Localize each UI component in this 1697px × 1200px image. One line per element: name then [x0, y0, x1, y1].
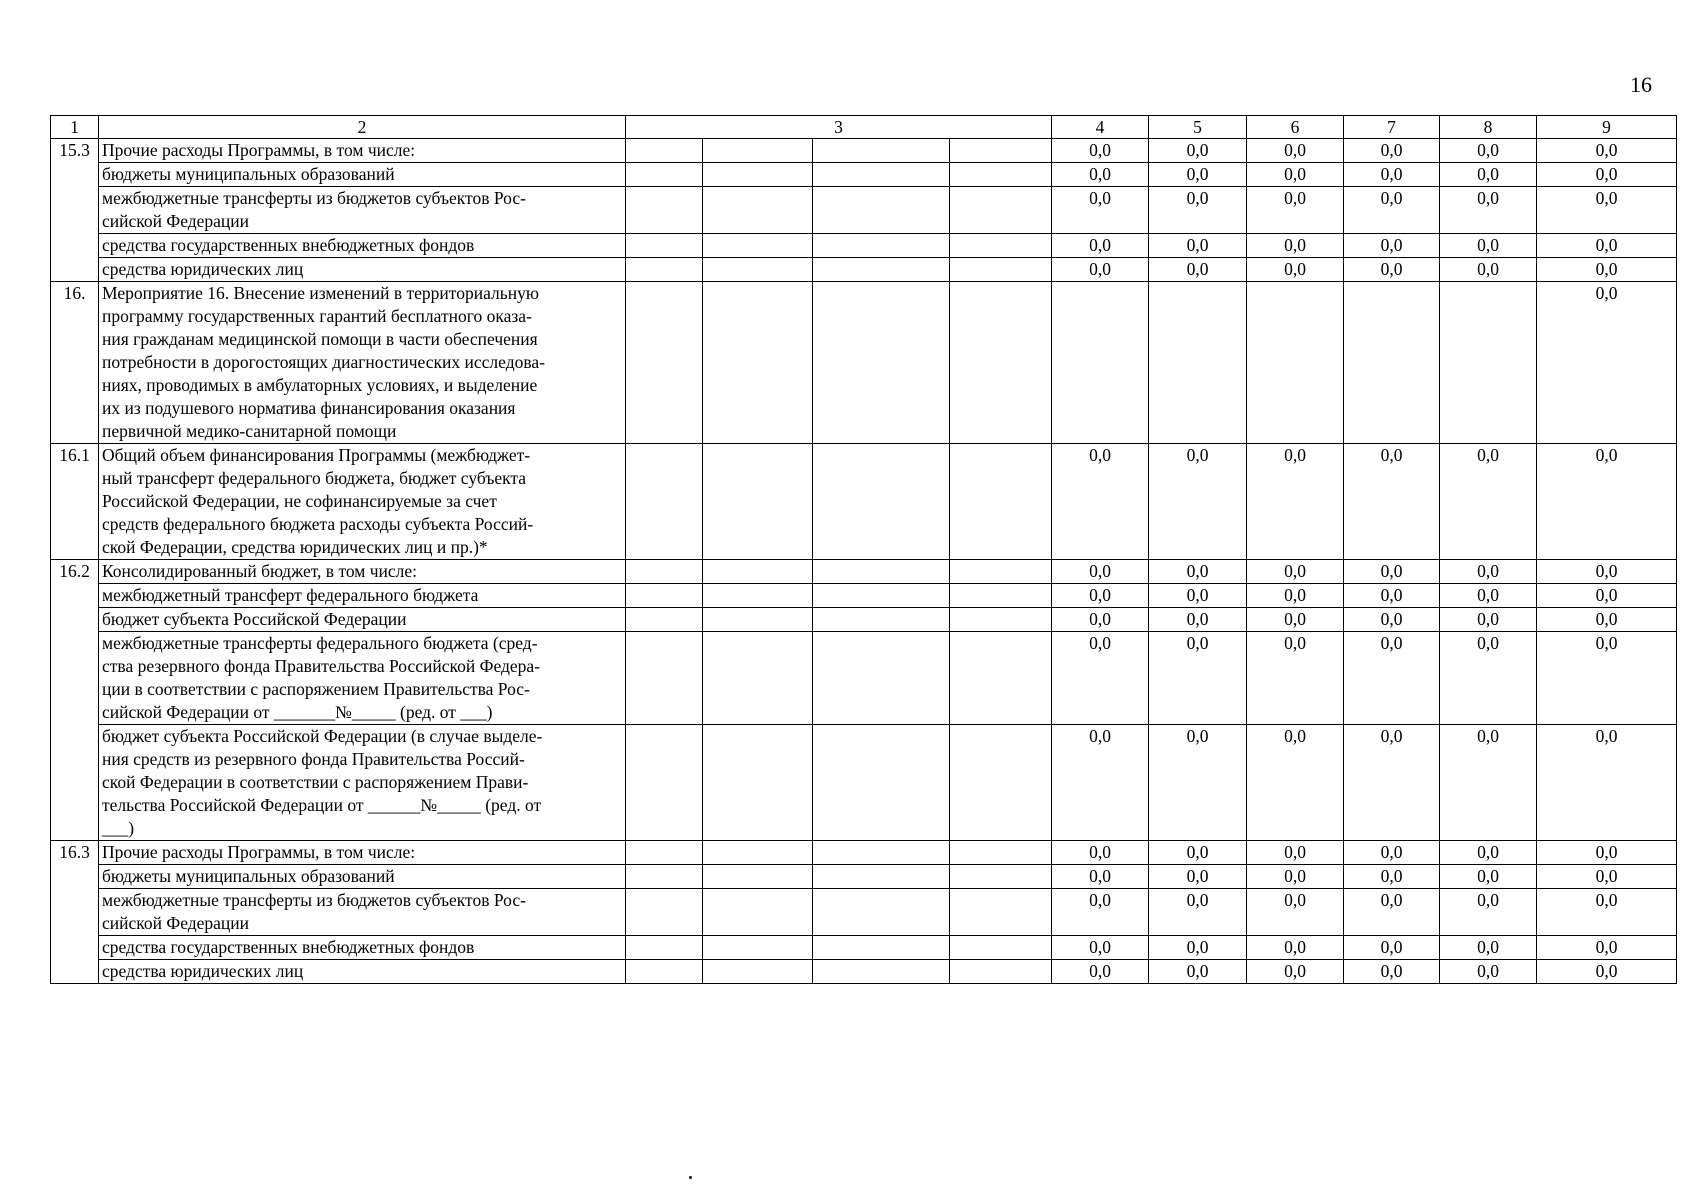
value-cell-col-4: 0,0 [1052, 865, 1149, 889]
value-cell-col-9: 0,0 [1537, 258, 1677, 282]
value-cell-col-7: 0,0 [1344, 187, 1440, 234]
value-cell-col-8 [1440, 282, 1537, 444]
empty-subcol-cell [813, 608, 950, 632]
description-line: ской Федерации в соответствии с распоряжением Прави- [102, 772, 529, 792]
empty-subcol-cell [950, 725, 1052, 841]
value-cell-col-6: 0,0 [1247, 865, 1344, 889]
description-line: бюджет субъекта Российской Федерации [102, 609, 407, 629]
empty-subcol-cell [950, 139, 1052, 163]
empty-subcol-cell [950, 960, 1052, 984]
value-cell-col-7: 0,0 [1344, 139, 1440, 163]
empty-subcol-cell [813, 444, 950, 560]
value-cell-col-9: 0,0 [1537, 936, 1677, 960]
empty-subcol-cell [950, 889, 1052, 936]
row-number: 16.2 [51, 560, 99, 841]
value-cell-col-8: 0,0 [1440, 865, 1537, 889]
row-number: 16.3 [51, 841, 99, 984]
value-cell-col-4: 0,0 [1052, 960, 1149, 984]
value-cell-col-7: 0,0 [1344, 960, 1440, 984]
description-line: ния средств из резервного фонда Правительства Россий- [102, 749, 525, 769]
row-description [99, 282, 626, 444]
empty-subcol-cell [703, 889, 813, 936]
empty-subcol-cell [626, 163, 703, 187]
empty-subcol-cell [626, 725, 703, 841]
empty-subcol-cell [703, 560, 813, 584]
value-cell-col-7: 0,0 [1344, 841, 1440, 865]
description-line: средств федерального бюджета расходы субъекта Россий- [102, 514, 534, 534]
value-cell-col-8: 0,0 [1440, 725, 1537, 841]
value-cell-col-6: 0,0 [1247, 258, 1344, 282]
description-line: Российской Федерации, не софинансируемые за счет [102, 491, 497, 511]
value-cell-col-5: 0,0 [1149, 139, 1247, 163]
value-cell-col-5: 0,0 [1149, 584, 1247, 608]
empty-subcol-cell [626, 187, 703, 234]
empty-subcol-cell [813, 865, 950, 889]
value-cell-col-5: 0,0 [1149, 258, 1247, 282]
row-number: 15.3 [51, 139, 99, 282]
empty-subcol-cell [626, 889, 703, 936]
empty-subcol-cell [813, 584, 950, 608]
description-line: программу государственных гарантий бесплатного оказа- [102, 306, 532, 326]
value-cell-col-9: 0,0 [1537, 632, 1677, 725]
empty-subcol-cell [626, 960, 703, 984]
value-cell-col-6: 0,0 [1247, 725, 1344, 841]
description-line: средства юридических лиц [102, 259, 304, 279]
description-line: ства резервного фонда Правительства Российской Федера- [102, 656, 540, 676]
empty-subcol-cell [950, 584, 1052, 608]
value-cell-col-6: 0,0 [1247, 187, 1344, 234]
value-cell-col-8: 0,0 [1440, 960, 1537, 984]
empty-subcol-cell [950, 841, 1052, 865]
description-line: Прочие расходы Программы, в том числе: [102, 842, 416, 862]
table-row [51, 258, 1677, 282]
value-cell-col-7: 0,0 [1344, 632, 1440, 725]
value-cell-col-7: 0,0 [1344, 444, 1440, 560]
financing-table [50, 115, 1677, 984]
value-cell-col-8: 0,0 [1440, 841, 1537, 865]
header-col-6: 6 [1247, 116, 1344, 139]
value-cell-col-4: 0,0 [1052, 608, 1149, 632]
value-cell-col-8: 0,0 [1440, 163, 1537, 187]
table-row [51, 584, 1677, 608]
empty-subcol-cell [950, 163, 1052, 187]
description-line: сийской Федерации от _______№_____ (ред. от ___) [102, 702, 493, 722]
empty-subcol-cell [703, 865, 813, 889]
value-cell-col-4: 0,0 [1052, 139, 1149, 163]
header-col-2: 2 [99, 116, 626, 139]
empty-subcol-cell [703, 725, 813, 841]
description-line: межбюджетный трансферт федерального бюджета [102, 585, 479, 605]
value-cell-col-9: 0,0 [1537, 584, 1677, 608]
value-cell-col-8: 0,0 [1440, 258, 1537, 282]
value-cell-col-7: 0,0 [1344, 889, 1440, 936]
table-row [51, 560, 1677, 584]
empty-subcol-cell [626, 258, 703, 282]
page-number: 16 [1630, 72, 1652, 97]
value-cell-col-9: 0,0 [1537, 865, 1677, 889]
table-row [51, 282, 1677, 444]
value-cell-col-4: 0,0 [1052, 187, 1149, 234]
header-col-3: 3 [626, 116, 1052, 139]
empty-subcol-cell [950, 560, 1052, 584]
header-col-5: 5 [1149, 116, 1247, 139]
value-cell-col-5: 0,0 [1149, 841, 1247, 865]
value-cell-col-7: 0,0 [1344, 163, 1440, 187]
value-cell-col-7 [1344, 282, 1440, 444]
value-cell-col-4: 0,0 [1052, 258, 1149, 282]
empty-subcol-cell [703, 234, 813, 258]
description-line: ниях, проводимых в амбулаторных условиях, и выделение [102, 375, 538, 395]
empty-subcol-cell [703, 444, 813, 560]
value-cell-col-5: 0,0 [1149, 560, 1247, 584]
empty-subcol-cell [703, 841, 813, 865]
empty-subcol-cell [813, 960, 950, 984]
description-line: ___) [102, 818, 135, 838]
table-row [51, 865, 1677, 889]
empty-subcol-cell [950, 936, 1052, 960]
value-cell-col-9: 0,0 [1537, 163, 1677, 187]
value-cell-col-4 [1052, 282, 1149, 444]
row-description [99, 889, 626, 936]
row-description [99, 584, 626, 608]
empty-subcol-cell [950, 234, 1052, 258]
empty-subcol-cell [626, 841, 703, 865]
empty-subcol-cell [703, 163, 813, 187]
value-cell-col-7: 0,0 [1344, 560, 1440, 584]
value-cell-col-8: 0,0 [1440, 139, 1537, 163]
description-line: ный трансферт федерального бюджета, бюджет субъекта [102, 468, 527, 488]
value-cell-col-7: 0,0 [1344, 608, 1440, 632]
empty-subcol-cell [703, 608, 813, 632]
empty-subcol-cell [703, 258, 813, 282]
value-cell-col-5: 0,0 [1149, 960, 1247, 984]
empty-subcol-cell [703, 936, 813, 960]
description-line: сийской Федерации [102, 211, 250, 231]
empty-subcol-cell [626, 139, 703, 163]
value-cell-col-7: 0,0 [1344, 258, 1440, 282]
empty-subcol-cell [703, 282, 813, 444]
empty-subcol-cell [626, 560, 703, 584]
empty-subcol-cell [950, 632, 1052, 725]
value-cell-col-6: 0,0 [1247, 936, 1344, 960]
row-number: 16. [51, 282, 99, 444]
value-cell-col-9: 0,0 [1537, 444, 1677, 560]
empty-subcol-cell [703, 139, 813, 163]
empty-subcol-cell [703, 187, 813, 234]
value-cell-col-7: 0,0 [1344, 936, 1440, 960]
header-col-9: 9 [1537, 116, 1677, 139]
row-description [99, 960, 626, 984]
value-cell-col-8: 0,0 [1440, 608, 1537, 632]
empty-subcol-cell [813, 841, 950, 865]
value-cell-col-6: 0,0 [1247, 234, 1344, 258]
value-cell-col-6: 0,0 [1247, 889, 1344, 936]
empty-subcol-cell [813, 632, 950, 725]
empty-subcol-cell [703, 584, 813, 608]
value-cell-col-8: 0,0 [1440, 889, 1537, 936]
table-row [51, 608, 1677, 632]
value-cell-col-7: 0,0 [1344, 725, 1440, 841]
header-col-1: 1 [51, 116, 99, 139]
value-cell-col-9: 0,0 [1537, 560, 1677, 584]
empty-subcol-cell [626, 632, 703, 725]
description-line: межбюджетные трансферты из бюджетов субъектов Рос- [102, 188, 526, 208]
empty-subcol-cell [813, 234, 950, 258]
row-description [99, 139, 626, 163]
value-cell-col-4: 0,0 [1052, 725, 1149, 841]
empty-subcol-cell [950, 187, 1052, 234]
table-row [51, 889, 1677, 936]
description-line: бюджеты муниципальных образований [102, 866, 395, 886]
description-line: Общий объем финансирования Программы (межбюджет- [102, 445, 531, 465]
description-line: средства государственных внебюджетных фондов [102, 235, 475, 255]
empty-subcol-cell [950, 608, 1052, 632]
empty-subcol-cell [950, 282, 1052, 444]
description-line: потребности в дорогостоящих диагностических исследова- [102, 352, 545, 372]
description-line: Консолидированный бюджет, в том числе: [102, 561, 418, 581]
header-row [51, 116, 1677, 139]
row-description [99, 163, 626, 187]
value-cell-col-6: 0,0 [1247, 584, 1344, 608]
empty-subcol-cell [626, 608, 703, 632]
value-cell-col-8: 0,0 [1440, 584, 1537, 608]
row-description [99, 725, 626, 841]
row-description [99, 187, 626, 234]
row-description [99, 865, 626, 889]
value-cell-col-5: 0,0 [1149, 187, 1247, 234]
row-description [99, 560, 626, 584]
value-cell-col-9: 0,0 [1537, 234, 1677, 258]
empty-subcol-cell [626, 444, 703, 560]
value-cell-col-4: 0,0 [1052, 234, 1149, 258]
value-cell-col-6: 0,0 [1247, 560, 1344, 584]
value-cell-col-7: 0,0 [1344, 865, 1440, 889]
table-row [51, 725, 1677, 841]
value-cell-col-8: 0,0 [1440, 632, 1537, 725]
value-cell-col-6: 0,0 [1247, 960, 1344, 984]
value-cell-col-5: 0,0 [1149, 234, 1247, 258]
empty-subcol-cell [813, 560, 950, 584]
table-row [51, 139, 1677, 163]
row-description [99, 632, 626, 725]
value-cell-col-5: 0,0 [1149, 444, 1247, 560]
value-cell-col-7: 0,0 [1344, 234, 1440, 258]
value-cell-col-9: 0,0 [1537, 960, 1677, 984]
description-line: сийской Федерации [102, 913, 250, 933]
value-cell-col-8: 0,0 [1440, 444, 1537, 560]
empty-subcol-cell [813, 725, 950, 841]
row-description [99, 608, 626, 632]
table-row [51, 234, 1677, 258]
row-description [99, 258, 626, 282]
value-cell-col-5: 0,0 [1149, 725, 1247, 841]
table-row [51, 632, 1677, 725]
value-cell-col-5: 0,0 [1149, 608, 1247, 632]
value-cell-col-9: 0,0 [1537, 841, 1677, 865]
empty-subcol-cell [703, 960, 813, 984]
empty-subcol-cell [626, 584, 703, 608]
description-line: ции в соответствии с распоряжением Правительства Рос- [102, 679, 530, 699]
description-line: межбюджетные трансферты из бюджетов субъектов Рос- [102, 890, 526, 910]
empty-subcol-cell [813, 889, 950, 936]
empty-subcol-cell [703, 632, 813, 725]
header-col-4: 4 [1052, 116, 1149, 139]
description-line: ния гражданам медицинской помощи в части обеспечения [102, 329, 538, 349]
value-cell-col-4: 0,0 [1052, 632, 1149, 725]
value-cell-col-8: 0,0 [1440, 234, 1537, 258]
description-line: бюджеты муниципальных образований [102, 164, 395, 184]
description-line: бюджет субъекта Российской Федерации (в случае выделе- [102, 726, 543, 746]
value-cell-col-8: 0,0 [1440, 936, 1537, 960]
value-cell-col-4: 0,0 [1052, 841, 1149, 865]
empty-subcol-cell [813, 258, 950, 282]
value-cell-col-6: 0,0 [1247, 444, 1344, 560]
value-cell-col-6: 0,0 [1247, 608, 1344, 632]
empty-subcol-cell [626, 282, 703, 444]
description-line: Мероприятие 16. Внесение изменений в территориальную [102, 283, 539, 303]
value-cell-col-9: 0,0 [1537, 187, 1677, 234]
table-row [51, 936, 1677, 960]
value-cell-col-8: 0,0 [1440, 187, 1537, 234]
value-cell-col-5: 0,0 [1149, 936, 1247, 960]
empty-subcol-cell [813, 163, 950, 187]
value-cell-col-9: 0,0 [1537, 725, 1677, 841]
header-col-7: 7 [1344, 116, 1440, 139]
value-cell-col-5 [1149, 282, 1247, 444]
table-row [51, 841, 1677, 865]
value-cell-col-5: 0,0 [1149, 163, 1247, 187]
row-description [99, 444, 626, 560]
row-description [99, 936, 626, 960]
value-cell-col-6: 0,0 [1247, 139, 1344, 163]
empty-subcol-cell [950, 258, 1052, 282]
description-line: первичной медико-санитарной помощи [102, 421, 397, 441]
value-cell-col-4: 0,0 [1052, 560, 1149, 584]
table-row [51, 444, 1677, 560]
row-description [99, 234, 626, 258]
header-col-8: 8 [1440, 116, 1537, 139]
empty-subcol-cell [813, 282, 950, 444]
description-line: средства юридических лиц [102, 961, 304, 981]
row-number: 16.1 [51, 444, 99, 560]
value-cell-col-6: 0,0 [1247, 163, 1344, 187]
empty-subcol-cell [626, 234, 703, 258]
description-line: тельства Российской Федерации от ______№_____ (ред. от [102, 795, 542, 815]
value-cell-col-7: 0,0 [1344, 584, 1440, 608]
description-line: их из подушевого норматива финансирования оказания [102, 398, 516, 418]
empty-subcol-cell [626, 936, 703, 960]
empty-subcol-cell [813, 936, 950, 960]
value-cell-col-6: 0,0 [1247, 632, 1344, 725]
value-cell-col-6 [1247, 282, 1344, 444]
empty-subcol-cell [813, 139, 950, 163]
table-row [51, 187, 1677, 234]
value-cell-col-9: 0,0 [1537, 608, 1677, 632]
row-description [99, 841, 626, 865]
value-cell-col-8: 0,0 [1440, 560, 1537, 584]
value-cell-col-9: 0,0 [1537, 139, 1677, 163]
value-cell-col-5: 0,0 [1149, 632, 1247, 725]
value-cell-col-4: 0,0 [1052, 584, 1149, 608]
description-line: средства государственных внебюджетных фондов [102, 937, 475, 957]
value-cell-col-4: 0,0 [1052, 936, 1149, 960]
value-cell-col-5: 0,0 [1149, 889, 1247, 936]
value-cell-col-5: 0,0 [1149, 865, 1247, 889]
value-cell-col-4: 0,0 [1052, 163, 1149, 187]
value-cell-col-9: 0,0 [1537, 282, 1677, 444]
table-row [51, 960, 1677, 984]
empty-subcol-cell [950, 865, 1052, 889]
value-cell-col-6: 0,0 [1247, 841, 1344, 865]
empty-subcol-cell [813, 187, 950, 234]
value-cell-col-9: 0,0 [1537, 889, 1677, 936]
stray-dot [689, 1176, 692, 1179]
description-line: межбюджетные трансферты федерального бюджета (сред- [102, 633, 538, 653]
value-cell-col-4: 0,0 [1052, 444, 1149, 560]
empty-subcol-cell [950, 444, 1052, 560]
value-cell-col-4: 0,0 [1052, 889, 1149, 936]
table-row [51, 163, 1677, 187]
empty-subcol-cell [626, 865, 703, 889]
description-line: Прочие расходы Программы, в том числе: [102, 140, 416, 160]
description-line: ской Федерации, средства юридических лиц и пр.)* [102, 537, 488, 557]
